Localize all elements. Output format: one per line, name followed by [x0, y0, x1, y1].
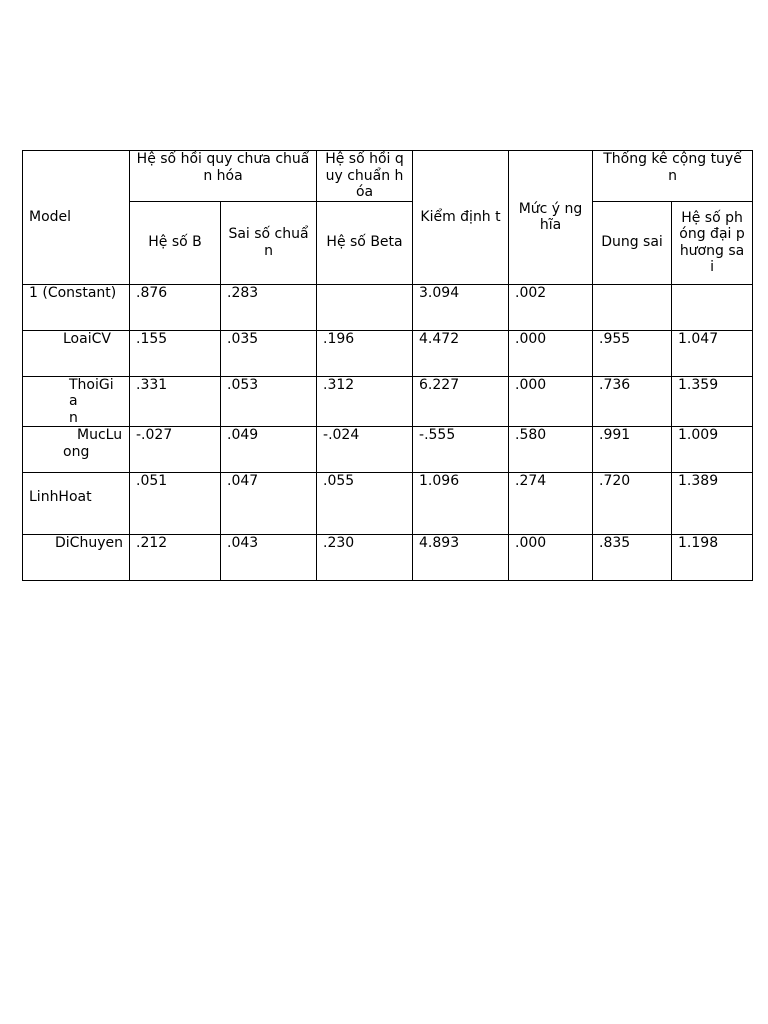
cell-beta: .196 — [317, 330, 413, 376]
cell-vif: 1.198 — [672, 535, 753, 581]
cell-t: 3.094 — [413, 284, 509, 330]
cell-b: -.027 — [130, 427, 221, 473]
cell-std-error: .043 — [221, 535, 317, 581]
header-row-1 — [23, 151, 753, 202]
cell-beta: .230 — [317, 535, 413, 581]
cell-std-error: .049 — [221, 427, 317, 473]
cell-b: .212 — [130, 535, 221, 581]
cell-beta: .055 — [317, 473, 413, 535]
table-row — [23, 427, 753, 473]
cell-sig: .000 — [509, 376, 593, 427]
cell-vif: 1.359 — [672, 376, 753, 427]
cell-beta: -.024 — [317, 427, 413, 473]
header-significance: Mức ý nghĩa — [509, 151, 593, 285]
cell-b: .051 — [130, 473, 221, 535]
cell-tolerance — [593, 284, 672, 330]
cell-beta: .312 — [317, 376, 413, 427]
cell-vif: 1.389 — [672, 473, 753, 535]
header-vif: Hệ số phóng đại phương sai — [672, 201, 753, 284]
row-model: DiChuyen — [23, 535, 130, 581]
cell-sig: .274 — [509, 473, 593, 535]
table-row — [23, 473, 753, 535]
header-std-error: Sai số chuẩn — [221, 201, 317, 284]
cell-vif — [672, 284, 753, 330]
cell-t: 1.096 — [413, 473, 509, 535]
cell-std-error: .053 — [221, 376, 317, 427]
row-model: LoaiCV — [23, 330, 130, 376]
cell-std-error: .283 — [221, 284, 317, 330]
cell-tolerance: .835 — [593, 535, 672, 581]
cell-sig: .000 — [509, 535, 593, 581]
cell-b: .876 — [130, 284, 221, 330]
header-collinearity-group: Thống kê cộng tuyến — [593, 151, 753, 202]
cell-std-error: .035 — [221, 330, 317, 376]
regression-coefficients-table — [22, 150, 753, 581]
header-tolerance: Dung sai — [593, 201, 672, 284]
cell-t: -.555 — [413, 427, 509, 473]
cell-b: .331 — [130, 376, 221, 427]
cell-tolerance: .955 — [593, 330, 672, 376]
cell-t: 4.472 — [413, 330, 509, 376]
row-model-line-1: ThoiGia — [69, 376, 114, 409]
table-row — [23, 330, 753, 376]
header-b: Hệ số B — [130, 201, 221, 284]
cell-vif: 1.047 — [672, 330, 753, 376]
cell-sig: .002 — [509, 284, 593, 330]
cell-tolerance: .736 — [593, 376, 672, 427]
row-model: 1 (Constant) — [23, 284, 130, 330]
header-t-test: Kiểm định t — [413, 151, 509, 285]
cell-sig: .000 — [509, 330, 593, 376]
cell-b: .155 — [130, 330, 221, 376]
header-model: Model — [23, 151, 130, 285]
table-row — [23, 535, 753, 581]
header-beta: Hệ số Beta — [317, 201, 413, 284]
cell-tolerance: .991 — [593, 427, 672, 473]
cell-std-error: .047 — [221, 473, 317, 535]
header-row-2 — [23, 201, 753, 284]
row-model — [23, 427, 130, 473]
table-row — [23, 376, 753, 427]
header-unstandardized-group: Hệ số hồi quy chưa chuẩn hóa — [130, 151, 317, 202]
cell-t: 4.893 — [413, 535, 509, 581]
row-model-line-1: MucLu — [77, 427, 123, 443]
row-model: LinhHoat — [23, 473, 130, 535]
row-model — [23, 376, 130, 427]
table-row — [23, 284, 753, 330]
cell-vif: 1.009 — [672, 427, 753, 473]
cell-beta — [317, 284, 413, 330]
cell-t: 6.227 — [413, 376, 509, 427]
row-model-line-2: n — [69, 409, 78, 426]
cell-sig: .580 — [509, 427, 593, 473]
cell-tolerance: .720 — [593, 473, 672, 535]
header-standardized-group: Hệ số hồi quy chuẩn hóa — [317, 151, 413, 202]
row-model-line-2: ong — [63, 443, 90, 460]
